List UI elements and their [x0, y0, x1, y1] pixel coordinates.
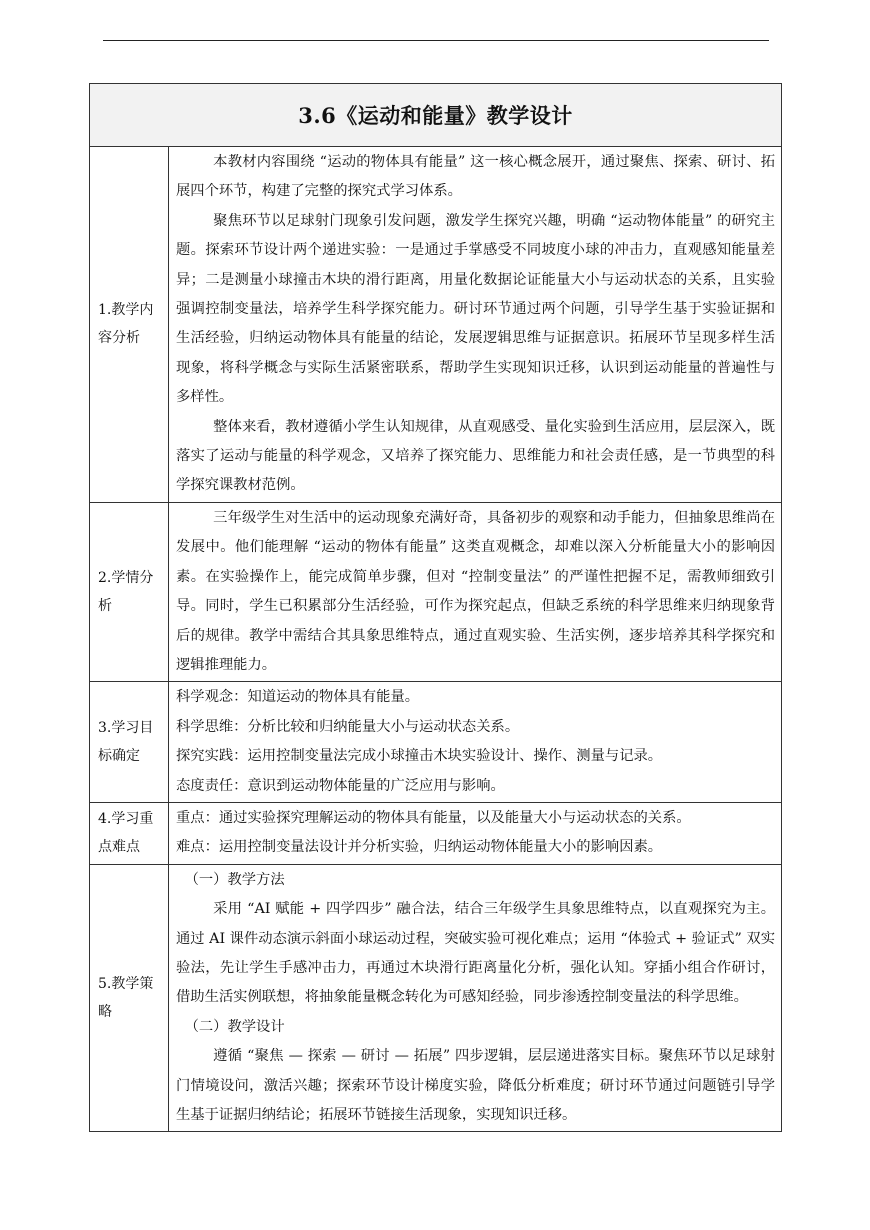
section-label-learning-goals: 3.学习目标确定: [90, 682, 169, 803]
section-label-key-points: 4.学习重点难点: [90, 802, 169, 864]
paragraph: 整体来看，教材遵循小学生认知规律，从直观感受、量化实验到生活应用，层层深入，既落实了运动与能量的科学观念，又培养了探究能力、思维能力和社会责任感，是一节典型的科学探究课教材范例。: [176, 418, 776, 494]
header-rule: [103, 40, 769, 41]
paragraph: 遵循 “聚焦 — 探索 — 研讨 — 拓展” 四步逻辑，层层递进落实目标。聚焦环节以足球射门情境设问，激活兴趣；探索环节设计梯度实验，降低分析难度；研讨环节通过问题链引导学生基于证据归纳结论；拓展环节链接生活现象，实现知识迁移。: [176, 1048, 776, 1123]
section-label-teaching-strategy: 5.教学策略: [90, 864, 169, 1132]
section-label-learner-analysis: 2.学情分析: [90, 502, 169, 681]
section-body-teaching-strategy: [169, 864, 782, 1132]
section-body-learning-goals: [169, 682, 782, 803]
section-body-learner-analysis: [169, 502, 782, 681]
key-point-line: 难点：运用控制变量法设计并分析实验，归纳运动物体能量大小的影响因素。: [176, 839, 663, 856]
lesson-plan-table: [89, 83, 782, 1132]
section-body-key-points: [169, 802, 782, 864]
document-title: 3.6《运动和能量》教学设计: [90, 84, 782, 147]
section-label-content-analysis: 1.教学内容分析: [90, 147, 169, 503]
goal-line: 态度责任：意识到运动物体能量的广泛应用与影响。: [176, 777, 505, 794]
section-row-key-points: [90, 802, 782, 864]
paragraph: 采用 “AI 赋能 + 四学四步” 融合法，结合三年级学生具象思维特点，以直观探究为主。通过 AI 课件动态演示斜面小球运动过程，突破实验可视化难点；运用 “体验式 + 验证式” 双实验法，先让学生手感冲击力，再通过木块滑行距离量化分析，强化认知。穿插小组合作研讨，借助生活实例联想，将抽象能量概念转化为可感知经验，同步渗透控制变量法的科学思维。: [176, 901, 776, 1006]
paragraph: 三年级学生对生活中的运动现象充满好奇，具备初步的观察和动手能力，但抽象思维尚在发展中。他们能理解 “运动的物体有能量” 这类直观概念，却难以深入分析能量大小的影响因素。在实验操作上，能完成简单步骤，但对 “控制变量法” 的严谨性把握不足，需教师细致引导。同时，学生已积累部分生活经验，可作为探究起点，但缺乏系统的科学思维来归纳现象背后的规律。教学中需结合其具象思维特点，通过直观实验、生活实例，逐步培养其科学探究和逻辑推理能力。: [176, 509, 776, 673]
title-row: [90, 84, 782, 147]
section-row-teaching-strategy: [90, 864, 782, 1132]
subsection-title: （二）教学设计: [184, 1018, 285, 1035]
section-row-learner-analysis: [90, 502, 782, 681]
goal-line: 科学观念：知道运动的物体具有能量。: [176, 689, 420, 706]
key-point-line: 重点：通过实验探究理解运动的物体具有能量，以及能量大小与运动状态的关系。: [176, 809, 691, 826]
goal-line: 探究实践：运用控制变量法完成小球撞击木块实验设计、操作、测量与记录。: [176, 748, 663, 765]
section-row-learning-goals: [90, 682, 782, 803]
subsection-title: （一）教学方法: [184, 871, 285, 888]
goal-line: 科学思维：分析比较和归纳能量大小与运动状态关系。: [176, 718, 520, 735]
paragraph: 聚焦环节以足球射门现象引发问题，激发学生探究兴趣，明确 “运动物体能量” 的研究主题。探索环节设计两个递进实验：一是通过手掌感受不同坡度小球的冲击力，直观感知能量差异；二是测量小球撞击木块的滑行距离，用量化数据论证能量大小与运动状态的关系，且实验强调控制变量法，培养学生科学探究能力。研讨环节通过两个问题，引导学生基于实验证据和生活经验，归纳运动物体具有能量的结论，发展逻辑思维与证据意识。拓展环节呈现多样生活现象，将科学概念与实际生活紧密联系，帮助学生实现知识迁移，认识到运动能量的普遍性与多样性。: [176, 212, 776, 406]
section-body-content-analysis: [169, 147, 782, 503]
section-row-content-analysis: [90, 147, 782, 503]
paragraph: 本教材内容围绕 “运动的物体具有能量” 这一核心概念展开，通过聚焦、探索、研讨、拓展四个环节，构建了完整的探究式学习体系。: [176, 154, 776, 200]
